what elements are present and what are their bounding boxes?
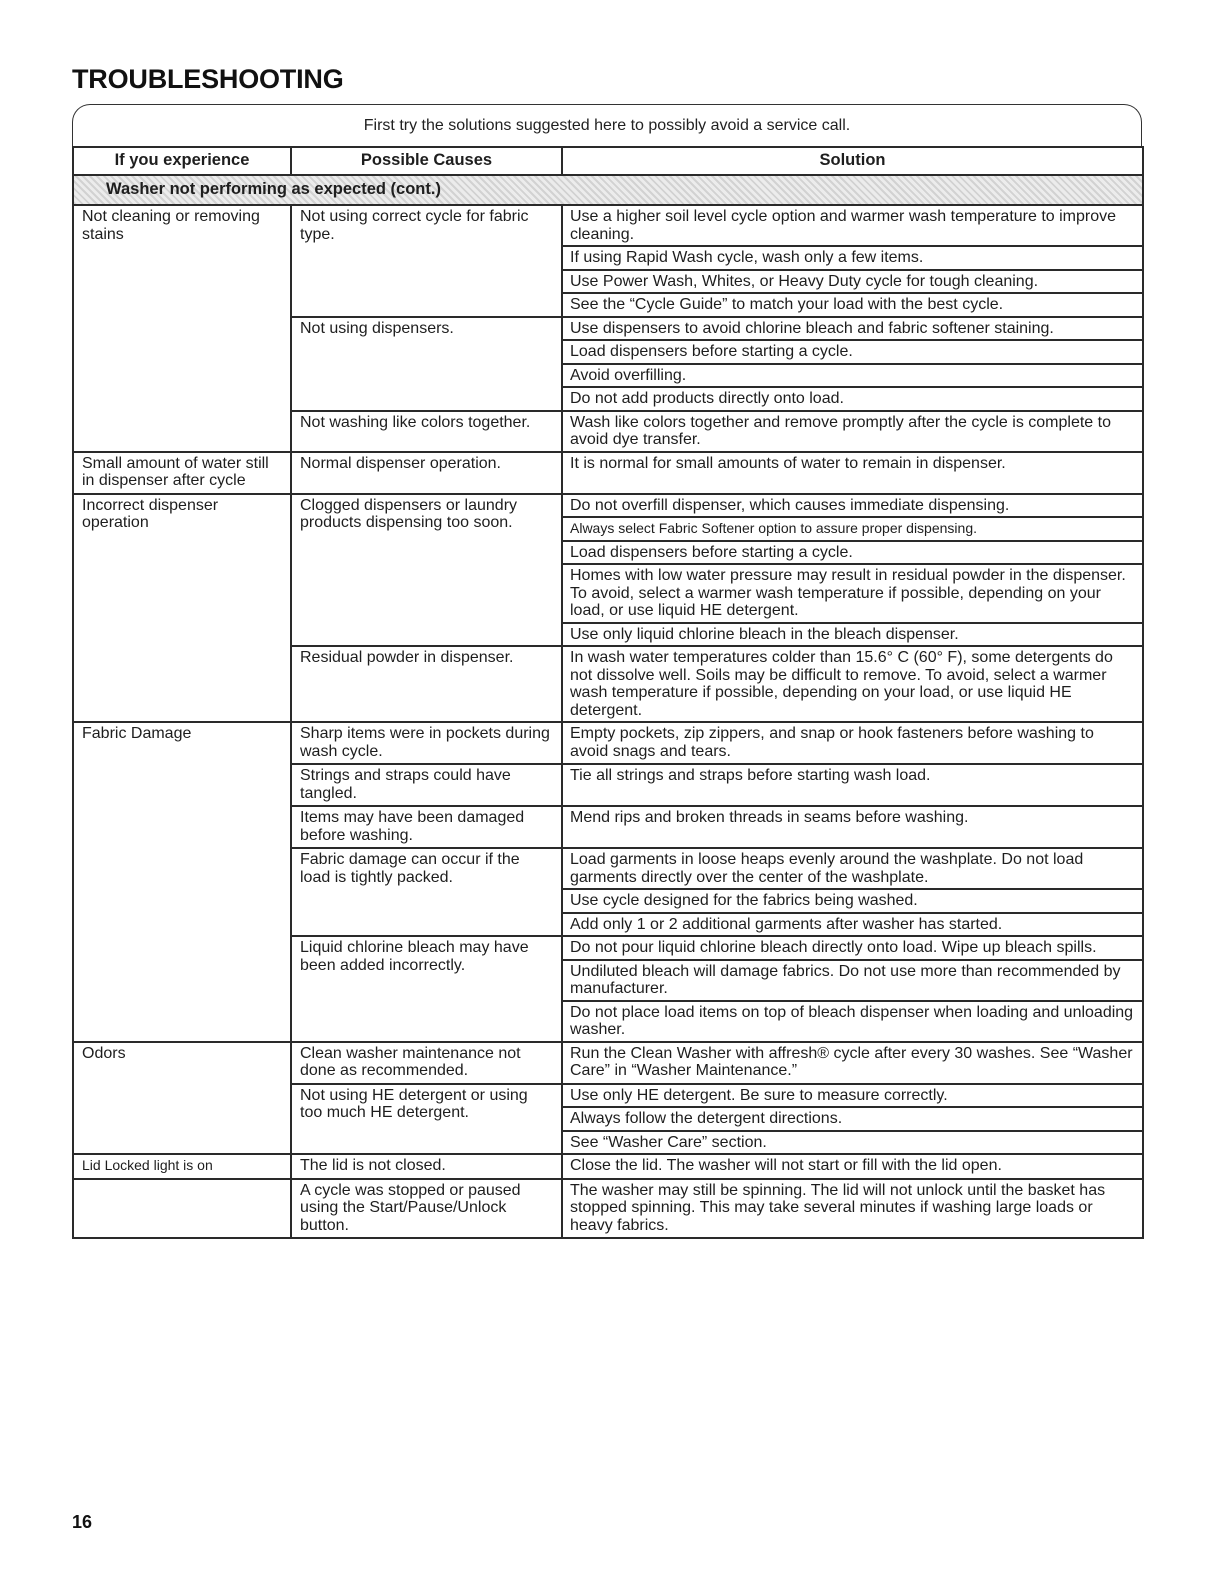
cause-cell: Items may have been damaged before washing. [291, 806, 562, 848]
solution-cell: Mend rips and broken threads in seams before washing. [562, 806, 1143, 848]
section-row [73, 175, 1143, 205]
table-row [73, 1154, 1143, 1179]
solution-cell: Avoid overfilling. [562, 364, 1143, 388]
solution-cell: Homes with low water pressure may result in residual powder in the dispenser. To avoid, select a warmer wash temperature if possible, depending on your load, or use liquid HE detergent. [562, 564, 1143, 623]
cause-cell: Not using correct cycle for fabric type. [291, 205, 562, 317]
solution-cell: In wash water temperatures colder than 15.6° C (60° F), some detergents do not dissolve well. Soils may be difficult to remove. To avoid, select a warmer wash temperature if possible, depending on your load, or use liquid HE detergent. [562, 646, 1143, 722]
solution-cell: Use Power Wash, Whites, or Heavy Duty cycle for tough cleaning. [562, 270, 1143, 294]
table-row [73, 494, 1143, 518]
cause-cell: Fabric damage can occur if the load is tightly packed. [291, 848, 562, 936]
table-row [73, 722, 1143, 764]
troubleshooting-table [72, 146, 1144, 1239]
experience-cell: Odors [73, 1042, 291, 1155]
header-row [73, 147, 1143, 175]
solution-cell: Load dispensers before starting a cycle. [562, 340, 1143, 364]
table-row [73, 452, 1143, 494]
solution-cell: Do not add products directly onto load. [562, 387, 1143, 411]
solution-cell: Add only 1 or 2 additional garments after washer has started. [562, 913, 1143, 937]
solution-cell: Tie all strings and straps before starting wash load. [562, 764, 1143, 806]
experience-cell: Lid Locked light is on [73, 1154, 291, 1179]
solution-cell: Empty pockets, zip zippers, and snap or hook fasteners before washing to avoid snags and tears. [562, 722, 1143, 764]
solution-cell: Use dispensers to avoid chlorine bleach and fabric softener staining. [562, 317, 1143, 341]
experience-cell: Fabric Damage [73, 722, 291, 1042]
cause-cell: Not using dispensers. [291, 317, 562, 411]
solution-cell: Always select Fabric Softener option to assure proper dispensing. [562, 517, 1143, 541]
table-row [73, 205, 1143, 246]
cause-cell: Clean washer maintenance not done as recommended. [291, 1042, 562, 1084]
experience-cell-empty [73, 1179, 291, 1239]
solution-cell: See the “Cycle Guide” to match your load with the best cycle. [562, 293, 1143, 317]
cause-cell: Clogged dispensers or laundry products dispensing too soon. [291, 494, 562, 647]
experience-cell: Not cleaning or removing stains [73, 205, 291, 452]
header-causes: Possible Causes [291, 147, 562, 175]
header-solution: Solution [562, 147, 1143, 175]
page-title: TROUBLESHOOTING [72, 64, 344, 94]
cause-cell: Normal dispenser operation. [291, 452, 562, 494]
section-title: Washer not performing as expected (cont.) [73, 175, 1143, 205]
intro-text: First try the solutions suggested here to possibly avoid a service call. [363, 117, 851, 134]
solution-cell: Use only liquid chlorine bleach in the bleach dispenser. [562, 623, 1143, 647]
cause-cell: Residual powder in dispenser. [291, 646, 562, 722]
table-body [73, 175, 1143, 1238]
solution-cell: See “Washer Care” section. [562, 1131, 1143, 1155]
solution-cell: Wash like colors together and remove promptly after the cycle is complete to avoid dye transfer. [562, 411, 1143, 452]
solution-cell: Do not place load items on top of bleach dispenser when loading and unloading washer. [562, 1001, 1143, 1042]
solution-cell: If using Rapid Wash cycle, wash only a few items. [562, 246, 1143, 270]
experience-cell: Incorrect dispenser operation [73, 494, 291, 723]
solution-cell: Run the Clean Washer with affresh® cycle after every 30 washes. See “Washer Care” in “Washer Maintenance.” [562, 1042, 1143, 1084]
solution-cell: Do not pour liquid chlorine bleach directly onto load. Wipe up bleach spills. [562, 936, 1143, 960]
solution-cell: Use cycle designed for the fabrics being washed. [562, 889, 1143, 913]
solution-cell: Always follow the detergent directions. [562, 1107, 1143, 1131]
solution-cell: Undiluted bleach will damage fabrics. Do not use more than recommended by manufacturer. [562, 960, 1143, 1001]
cause-cell: Strings and straps could have tangled. [291, 764, 562, 806]
solution-cell: Load dispensers before starting a cycle. [562, 541, 1143, 565]
solution-cell: Load garments in loose heaps evenly around the washplate. Do not load garments directly over the center of the washplate. [562, 848, 1143, 889]
cause-cell: A cycle was stopped or paused using the Start/Pause/Unlock button. [291, 1179, 562, 1239]
table-row [73, 1042, 1143, 1084]
cause-cell: Not washing like colors together. [291, 411, 562, 452]
experience-cell: Small amount of water still in dispenser after cycle [73, 452, 291, 494]
page-number: 16 [72, 1512, 93, 1532]
cause-cell: Sharp items were in pockets during wash cycle. [291, 722, 562, 764]
cause-cell: Not using HE detergent or using too much HE detergent. [291, 1084, 562, 1155]
solution-cell: The washer may still be spinning. The lid will not unlock until the basket has stopped spinning. This may take several minutes if washing large loads or heavy fabrics. [562, 1179, 1143, 1239]
cause-cell: The lid is not closed. [291, 1154, 562, 1179]
solution-cell: Close the lid. The washer will not start or fill with the lid open. [562, 1154, 1143, 1179]
solution-cell: Use only HE detergent. Be sure to measure correctly. [562, 1084, 1143, 1108]
header-experience: If you experience [73, 147, 291, 175]
solution-cell: It is normal for small amounts of water to remain in dispenser. [562, 452, 1143, 494]
solution-cell: Do not overfill dispenser, which causes immediate dispensing. [562, 494, 1143, 518]
cause-cell: Liquid chlorine bleach may have been added incorrectly. [291, 936, 562, 1042]
table-row [73, 1179, 1143, 1239]
solution-cell: Use a higher soil level cycle option and warmer wash temperature to improve cleaning. [562, 205, 1143, 246]
